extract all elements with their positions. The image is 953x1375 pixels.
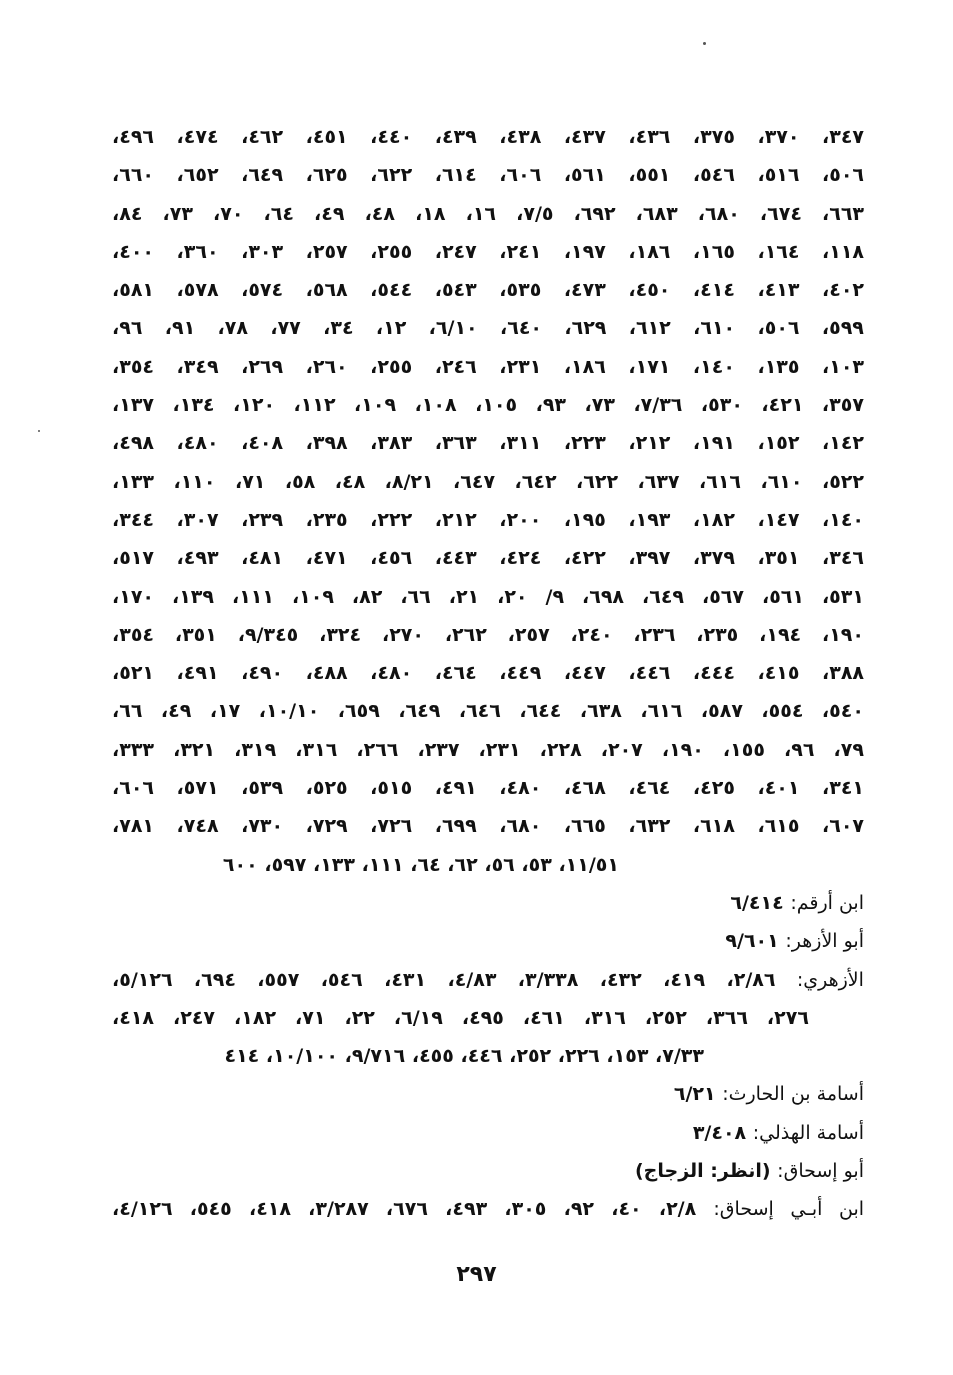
index-entry-ibn-arqam (112, 884, 864, 922)
index-line: ٥٩٩، ٥٠٦، ٦١٠، ٦١٢، ٦٢٩، ٦٤٠، ٦/١٠، ١٢، ٣٤، ٧٧، ٧٨، ٩١، ٩٦، (112, 317, 864, 340)
index-line: ٦٠٧، ٦١٥، ٦١٨، ٦٣٢، ٦٦٥، ٦٨٠، ٦٩٩، ٧٢٦، ٧٢٩، ٧٣٠، ٧٤٨، ٧٨١، (112, 815, 864, 838)
entry-name: الأزهري: (796, 968, 864, 991)
index-line: ٣٤٦، ٣٥١، ٣٧٩، ٣٩٧، ٤٢٢، ٤٢٤، ٤٤٣، ٤٥٦، ٤٧١، ٤٨١، ٤٩٣، ٥١٧، (112, 547, 864, 570)
index-line: ١٤٠، ١٤٧، ١٨٢، ١٩٣، ١٩٥، ٢٠٠، ٢١٢، ٢٢٢، ٢٣٥، ٢٣٩، ٣٠٧، ٣٤٤، (112, 508, 864, 531)
index-line: ٧٩، ٩٦، ١٥٥، ١٩٠، ٢٠٧، ٢٢٨، ٢٣١، ٢٣٧، ٢٦٦، ٣١٦، ٣١٩، ٣٢١، ٣٣٣، (112, 738, 864, 761)
entry-refs: ٢/٨، ٤٠، ٩٢، ٣٠٥، ٤٩٣، ٦٧٦، ٣/٢٨٧، ٤١٨، ٥٤٥، ٤/١٢٦، (112, 1198, 697, 1221)
index-line: ٥٠٦، ٥١٦، ٥٤٦، ٥٥١، ٥٦١، ٦٠٦، ٦١٤، ٦٢٢، ٦٢٥، ٦٤٩، ٦٥٢، ٦٦٠، (112, 164, 864, 187)
index-line: ٥٤٠، ٥٥٤، ٥٨٧، ٦١٦، ٦٣٨، ٦٤٤، ٦٤٦، ٦٤٩، ٦٥٩، ١٠/١٠، ١٧، ٤٩، ٦٦، (112, 700, 864, 723)
index-entry-usama-al-hudhali (112, 1114, 864, 1152)
entry-refs: ٦/٢١ (673, 1083, 716, 1106)
index-line: ٤٠٢، ٤١٣، ٤١٤، ٤٥٠، ٤٧٣، ٥٣٥، ٥٤٣، ٥٤٤، ٥٦٨، ٥٧٤، ٥٧٨، ٥٨١، (112, 279, 864, 302)
entry-continuation-line: ٢٧٦، ٣٦٦، ٢٥٢، ٣١٦، ٤٦١، ٤٩٥، ٦/١٩، ٢٢، ٧١، ١٨٢، ٢٤٧، ٤١٨، (112, 1006, 809, 1029)
index-line: ٣٤١، ٤٠١، ٤٢٥، ٤٦٤، ٤٦٨، ٤٨٠، ٤٩١، ٥١٥، ٥٢٥، ٥٣٩، ٥٧١، ٦٠٦، (112, 777, 864, 800)
index-continuation (112, 118, 864, 884)
entry-refs: ٣/٤٠٨ (692, 1121, 747, 1144)
index-entry-ibn-abi-ishaq (112, 1190, 864, 1228)
entry-first-line (112, 961, 864, 999)
index-line: ٣٥٧، ٤٢١، ٥٣٠، ٧/٣٦، ٧٣، ٩٣، ١٠٥، ١٠٨، ١٠٩، ١١٢، ١٢٠، ١٣٤، ١٣٧، (112, 394, 864, 417)
index-line: ٥٣١، ٥٦١، ٥٦٧، ٦٤٩، ٦٩٨، ٩/ ٢٠، ٢١، ٦٦، ٨٢، ١٠٩، ١١١، ١٣٩، ١٧٠، (112, 585, 864, 608)
entry-name: أسامة الهذلي: (752, 1121, 864, 1144)
index-line: ٦٦٣، ٦٧٤، ٦٨٠، ٦٨٣، ٦٩٢، ٧/٥، ١٦، ١٨، ٤٨، ٤٩، ٦٤، ٧٠، ٧٣، ٨٤، (112, 202, 864, 225)
entry-refs: ٢/٨٦، ٤١٩، ٤٣٢، ٣/٣٣٨، ٤/٨٣، ٤٣١، ٥٤٦، ٥٥٧، ٦٩٤، ٥/١٢٦، (112, 968, 776, 991)
scan-speck (38, 430, 40, 432)
index-entry-abu-ishaq (112, 1152, 864, 1190)
entry-name: أبو إسحاق: (777, 1160, 864, 1183)
index-line: ١٤٢، ١٥٢، ١٩١، ٢١٢، ٢٢٣، ٣١١، ٣٦٣، ٣٨٣، ٣٩٨، ٤٠٨، ٤٨٠، ٤٩٨، (112, 432, 864, 455)
entry-refs: ٦/٤١٤ (730, 891, 784, 914)
entry-continuation-line: ٧/٣٣، ١٥٣، ٢٢٦، ٢٥٢، ٤٤٦، ٤٥٥، ٩/٧١٦، ١٠/١٠٠، ٤١٤ (224, 1045, 704, 1068)
entry-name: ابن أبـي إسحاق: (713, 1198, 864, 1221)
index-line: ١٠٣، ١٣٥، ١٤٠، ١٧١، ١٨٦، ٢٣١، ٢٤٦، ٢٥٥، ٢٦٠، ٢٦٩، ٣٤٩، ٣٥٤، (112, 355, 864, 378)
index-entry-al-azhari (112, 961, 864, 1076)
index-text-block (112, 118, 864, 1229)
index-line: ٣٨٨، ٤١٥، ٤٤٤، ٤٤٦، ٤٤٧، ٤٤٩، ٤٦٤، ٤٨٠، ٤٨٨، ٤٩٠، ٤٩١، ٥٢١، (112, 662, 864, 685)
index-line: ١١٨، ١٦٤، ١٦٥، ١٨٦، ١٩٧، ٢٤١، ٢٤٧، ٢٥٥، ٢٥٧، ٣٠٣، ٣٦٠، ٤٠٠، (112, 240, 864, 263)
index-line: ٣٤٧، ٣٧٠، ٣٧٥، ٤٣٦، ٤٣٧، ٤٣٨، ٤٣٩، ٤٤٠، ٤٥١، ٤٦٢، ٤٧٤، ٤٩٦، (112, 126, 864, 148)
scan-speck (703, 42, 706, 45)
index-line: ١٩٠، ١٩٤، ٢٣٥، ٢٣٦، ٢٤٠، ٢٥٧، ٢٦٢، ٢٧٠، ٣٢٤، ٩/٣٤٥، ٣٥١، ٣٥٤، (112, 623, 864, 646)
index-entry-usama-ibn-al-harith (112, 1075, 864, 1113)
page-number: ٢٩٧ (456, 1262, 497, 1287)
entry-name: أسامة بن الحارث: (722, 1083, 864, 1106)
index-line-last-text: ١١/٥١، ٥٣، ٥٦، ٦٢، ٦٤، ١١١، ١٣٣، ٥٩٧، ٦٠٠ (222, 853, 619, 876)
entry-name: أبو الأزهر: (785, 930, 864, 953)
index-entry-abu-al-azhar (112, 922, 864, 960)
index-line-last (112, 846, 864, 884)
entry-name: ابن أرقم: (790, 891, 864, 914)
index-line: ٥٢٢، ٦١٠، ٦١٦، ٦٣٧، ٦٢٢، ٦٤٢، ٦٤٧، ٨/٢١، ٤٨، ٥٨، ٧١، ١١٠، ١٣٣، (112, 470, 864, 493)
entry-cross-reference: (انظر: الزجاج) (635, 1160, 771, 1183)
entry-refs: ٩/٦٠١ (725, 930, 779, 953)
